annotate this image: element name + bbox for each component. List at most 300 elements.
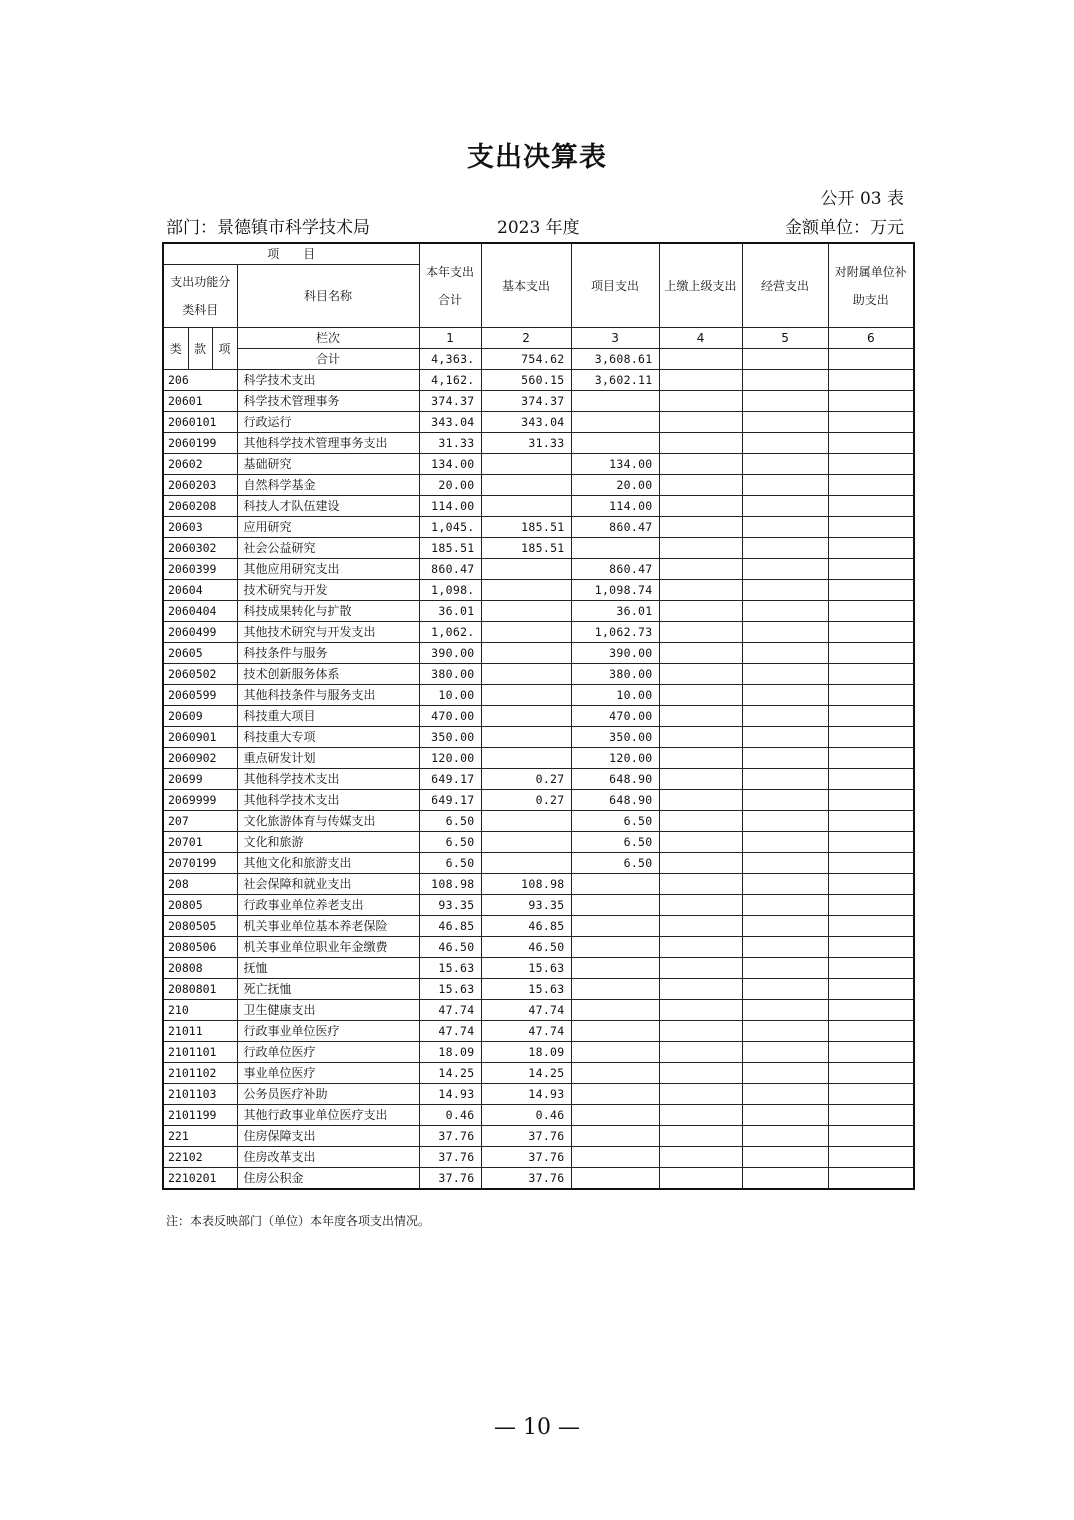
- table-row: [163, 895, 914, 916]
- total-cell: 36.01: [419, 601, 481, 622]
- business-cell: [742, 1168, 828, 1190]
- project-cell: [571, 538, 659, 559]
- subject-code: 2101101: [163, 1042, 237, 1063]
- subject-name: 其他应用研究支出: [237, 559, 419, 580]
- total-cell: 6.50: [419, 853, 481, 874]
- table-row: [163, 832, 914, 853]
- header-total: 本年支出合计: [419, 243, 481, 328]
- header-subject-name: 科目名称: [237, 265, 419, 328]
- subject-code: 2060902: [163, 748, 237, 769]
- total-cell: 114.00: [419, 496, 481, 517]
- table-row: [163, 727, 914, 748]
- basic-cell: [481, 601, 571, 622]
- subject-name: 科技成果转化与扩散: [237, 601, 419, 622]
- basic-cell: 14.25: [481, 1063, 571, 1084]
- table-row: [163, 1021, 914, 1042]
- subsidiary-cell: [828, 664, 914, 685]
- business-cell: [742, 958, 828, 979]
- subject-name: 科技人才队伍建设: [237, 496, 419, 517]
- subject-code: 20805: [163, 895, 237, 916]
- table-row: [163, 769, 914, 790]
- subsidiary-cell: [828, 769, 914, 790]
- subsidiary-cell: [828, 979, 914, 1000]
- project-cell: [571, 874, 659, 895]
- upper-cell: [659, 475, 742, 496]
- header-business: 经营支出: [742, 243, 828, 328]
- project-cell: [571, 895, 659, 916]
- subject-code: 20604: [163, 580, 237, 601]
- basic-cell: 343.04: [481, 412, 571, 433]
- sum-upper: [659, 349, 742, 370]
- subject-name: 死亡抚恤: [237, 979, 419, 1000]
- basic-cell: [481, 559, 571, 580]
- basic-cell: 14.93: [481, 1084, 571, 1105]
- subject-code: 20605: [163, 643, 237, 664]
- subject-code: 2060208: [163, 496, 237, 517]
- subject-name: 自然科学基金: [237, 475, 419, 496]
- upper-cell: [659, 874, 742, 895]
- page-title: 支出决算表: [467, 142, 607, 173]
- subsidiary-cell: [828, 811, 914, 832]
- basic-cell: 37.76: [481, 1147, 571, 1168]
- total-cell: 47.74: [419, 1000, 481, 1021]
- basic-cell: 185.51: [481, 517, 571, 538]
- basic-cell: [481, 496, 571, 517]
- basic-cell: 0.46: [481, 1105, 571, 1126]
- subject-code: 2060901: [163, 727, 237, 748]
- col-number: 6: [828, 328, 914, 349]
- upper-cell: [659, 496, 742, 517]
- table-row: [163, 538, 914, 559]
- upper-cell: [659, 811, 742, 832]
- upper-cell: [659, 370, 742, 391]
- table-row: [163, 370, 914, 391]
- subject-code: 2101102: [163, 1063, 237, 1084]
- table-row: [163, 517, 914, 538]
- table-row: [163, 1042, 914, 1063]
- business-cell: [742, 538, 828, 559]
- basic-cell: [481, 832, 571, 853]
- total-cell: 10.00: [419, 685, 481, 706]
- table-row: [163, 1126, 914, 1147]
- header-project: 项目支出: [571, 243, 659, 328]
- total-cell: 14.93: [419, 1084, 481, 1105]
- upper-cell: [659, 1147, 742, 1168]
- total-cell: 134.00: [419, 454, 481, 475]
- subject-name: 其他科学技术管理事务支出: [237, 433, 419, 454]
- subject-name: 科技重大项目: [237, 706, 419, 727]
- table-row: [163, 748, 914, 769]
- header-upper: 上缴上级支出: [659, 243, 742, 328]
- project-cell: [571, 1063, 659, 1084]
- basic-cell: 15.63: [481, 958, 571, 979]
- total-cell: 31.33: [419, 433, 481, 454]
- subject-code: 2080506: [163, 937, 237, 958]
- basic-cell: 31.33: [481, 433, 571, 454]
- business-cell: [742, 769, 828, 790]
- subject-code: 20701: [163, 832, 237, 853]
- upper-cell: [659, 1042, 742, 1063]
- table-row: [163, 1084, 914, 1105]
- business-cell: [742, 853, 828, 874]
- subsidiary-cell: [828, 790, 914, 811]
- business-cell: [742, 391, 828, 412]
- table-row: [163, 601, 914, 622]
- project-cell: [571, 916, 659, 937]
- table-row: [163, 790, 914, 811]
- upper-cell: [659, 538, 742, 559]
- basic-cell: [481, 580, 571, 601]
- col-number: 2: [481, 328, 571, 349]
- table-row: [163, 916, 914, 937]
- table-row: [163, 979, 914, 1000]
- table-body: [163, 370, 914, 1190]
- subject-name: 住房改革支出: [237, 1147, 419, 1168]
- business-cell: [742, 517, 828, 538]
- header-xiang: 项: [212, 328, 237, 370]
- table-row: [163, 580, 914, 601]
- subsidiary-cell: [828, 559, 914, 580]
- table-row: [163, 685, 914, 706]
- basic-cell: [481, 706, 571, 727]
- subsidiary-cell: [828, 1105, 914, 1126]
- subsidiary-cell: [828, 412, 914, 433]
- business-cell: [742, 496, 828, 517]
- subject-code: 206: [163, 370, 237, 391]
- subsidiary-cell: [828, 1042, 914, 1063]
- project-cell: 10.00: [571, 685, 659, 706]
- project-cell: [571, 1042, 659, 1063]
- upper-cell: [659, 559, 742, 580]
- table-row: [163, 1063, 914, 1084]
- subject-code: 2080505: [163, 916, 237, 937]
- upper-cell: [659, 433, 742, 454]
- project-cell: 350.00: [571, 727, 659, 748]
- upper-cell: [659, 412, 742, 433]
- subject-name: 社会公益研究: [237, 538, 419, 559]
- subsidiary-cell: [828, 958, 914, 979]
- basic-cell: [481, 664, 571, 685]
- total-cell: 350.00: [419, 727, 481, 748]
- table-row: [163, 811, 914, 832]
- upper-cell: [659, 1168, 742, 1190]
- upper-cell: [659, 853, 742, 874]
- upper-cell: [659, 622, 742, 643]
- table-row: [163, 874, 914, 895]
- subject-name: 机关事业单位基本养老保险: [237, 916, 419, 937]
- upper-cell: [659, 727, 742, 748]
- business-cell: [742, 937, 828, 958]
- total-cell: 14.25: [419, 1063, 481, 1084]
- table-row: [163, 958, 914, 979]
- amount-unit: 金额单位：万元: [785, 218, 904, 238]
- business-cell: [742, 454, 828, 475]
- total-cell: 93.35: [419, 895, 481, 916]
- business-cell: [742, 1063, 828, 1084]
- project-cell: [571, 433, 659, 454]
- total-cell: 18.09: [419, 1042, 481, 1063]
- business-cell: [742, 433, 828, 454]
- basic-cell: 560.15: [481, 370, 571, 391]
- header-kuan: 款: [188, 328, 212, 370]
- business-cell: [742, 475, 828, 496]
- subject-name: 抚恤: [237, 958, 419, 979]
- total-cell: 185.51: [419, 538, 481, 559]
- business-cell: [742, 685, 828, 706]
- table-row: [163, 1000, 914, 1021]
- total-cell: 20.00: [419, 475, 481, 496]
- subsidiary-cell: [828, 1168, 914, 1190]
- business-cell: [742, 1021, 828, 1042]
- project-cell: 860.47: [571, 559, 659, 580]
- project-cell: 1,062.73: [571, 622, 659, 643]
- upper-cell: [659, 748, 742, 769]
- table-row: [163, 559, 914, 580]
- total-cell: 649.17: [419, 790, 481, 811]
- upper-cell: [659, 1000, 742, 1021]
- subject-code: 2060101: [163, 412, 237, 433]
- subject-name: 技术创新服务体系: [237, 664, 419, 685]
- upper-cell: [659, 454, 742, 475]
- subsidiary-cell: [828, 1063, 914, 1084]
- business-cell: [742, 979, 828, 1000]
- business-cell: [742, 790, 828, 811]
- subject-code: 221: [163, 1126, 237, 1147]
- total-cell: 380.00: [419, 664, 481, 685]
- table-row: [163, 454, 914, 475]
- basic-cell: [481, 685, 571, 706]
- sum-total: 4,363.: [419, 349, 481, 370]
- subject-code: 20609: [163, 706, 237, 727]
- subject-name: 卫生健康支出: [237, 1000, 419, 1021]
- subsidiary-cell: [828, 475, 914, 496]
- table-row: [163, 412, 914, 433]
- subject-code: 2060302: [163, 538, 237, 559]
- business-cell: [742, 727, 828, 748]
- table-note: 注：本表反映部门（单位）本年度各项支出情况。: [166, 1214, 431, 1228]
- business-cell: [742, 1000, 828, 1021]
- subject-code: 2060404: [163, 601, 237, 622]
- project-cell: 6.50: [571, 832, 659, 853]
- total-cell: 37.76: [419, 1147, 481, 1168]
- basic-cell: [481, 643, 571, 664]
- upper-cell: [659, 517, 742, 538]
- subject-code: 2069999: [163, 790, 237, 811]
- subject-code: 20601: [163, 391, 237, 412]
- business-cell: [742, 1042, 828, 1063]
- total-cell: 390.00: [419, 643, 481, 664]
- total-cell: 1,045.: [419, 517, 481, 538]
- table-row: [163, 1168, 914, 1190]
- upper-cell: [659, 391, 742, 412]
- sum-label: 合计: [237, 349, 419, 370]
- subsidiary-cell: [828, 370, 914, 391]
- header-basic: 基本支出: [481, 243, 571, 328]
- basic-cell: 37.76: [481, 1126, 571, 1147]
- table-row: [163, 475, 914, 496]
- subsidiary-cell: [828, 517, 914, 538]
- total-cell: 120.00: [419, 748, 481, 769]
- subject-name: 科技条件与服务: [237, 643, 419, 664]
- subject-code: 22102: [163, 1147, 237, 1168]
- basic-cell: 46.50: [481, 937, 571, 958]
- table-row: [163, 391, 914, 412]
- total-cell: 47.74: [419, 1021, 481, 1042]
- upper-cell: [659, 790, 742, 811]
- subject-name: 应用研究: [237, 517, 419, 538]
- business-cell: [742, 811, 828, 832]
- sum-business: [742, 349, 828, 370]
- subject-name: 重点研发计划: [237, 748, 419, 769]
- col-number: 1: [419, 328, 481, 349]
- upper-cell: [659, 916, 742, 937]
- table-row: [163, 706, 914, 727]
- subject-code: 2101199: [163, 1105, 237, 1126]
- subject-code: 208: [163, 874, 237, 895]
- total-cell: 1,098.: [419, 580, 481, 601]
- upper-cell: [659, 979, 742, 1000]
- subject-code: 20699: [163, 769, 237, 790]
- upper-cell: [659, 832, 742, 853]
- subsidiary-cell: [828, 685, 914, 706]
- basic-cell: 108.98: [481, 874, 571, 895]
- project-cell: 36.01: [571, 601, 659, 622]
- upper-cell: [659, 958, 742, 979]
- table-row: [163, 1105, 914, 1126]
- col-number: 4: [659, 328, 742, 349]
- subject-name: 其他行政事业单位医疗支出: [237, 1105, 419, 1126]
- upper-cell: [659, 769, 742, 790]
- total-cell: 46.85: [419, 916, 481, 937]
- subject-code: 2080801: [163, 979, 237, 1000]
- subject-name: 其他技术研究与开发支出: [237, 622, 419, 643]
- business-cell: [742, 643, 828, 664]
- form-number: 公开 03 表: [820, 189, 904, 209]
- project-cell: 6.50: [571, 853, 659, 874]
- project-cell: 1,098.74: [571, 580, 659, 601]
- upper-cell: [659, 664, 742, 685]
- table-row: [163, 643, 914, 664]
- subject-name: 其他文化和旅游支出: [237, 853, 419, 874]
- project-cell: 114.00: [571, 496, 659, 517]
- total-cell: 108.98: [419, 874, 481, 895]
- basic-cell: [481, 727, 571, 748]
- subsidiary-cell: [828, 580, 914, 601]
- subject-code: 2070199: [163, 853, 237, 874]
- upper-cell: [659, 580, 742, 601]
- project-cell: 6.50: [571, 811, 659, 832]
- fiscal-year: 2023 年度: [497, 218, 580, 238]
- business-cell: [742, 895, 828, 916]
- basic-cell: 0.27: [481, 769, 571, 790]
- sum-subsidiary: [828, 349, 914, 370]
- basic-cell: 374.37: [481, 391, 571, 412]
- header-column-no: 栏次: [237, 328, 419, 349]
- upper-cell: [659, 706, 742, 727]
- subsidiary-cell: [828, 916, 914, 937]
- business-cell: [742, 664, 828, 685]
- subject-code: 2060599: [163, 685, 237, 706]
- sum-row: [163, 349, 914, 370]
- subsidiary-cell: [828, 433, 914, 454]
- expenditure-table: [162, 242, 915, 1190]
- total-cell: 15.63: [419, 958, 481, 979]
- subsidiary-cell: [828, 748, 914, 769]
- business-cell: [742, 370, 828, 391]
- basic-cell: 37.76: [481, 1168, 571, 1190]
- subject-name: 行政事业单位养老支出: [237, 895, 419, 916]
- table-row: [163, 1147, 914, 1168]
- total-cell: 1,062.: [419, 622, 481, 643]
- subsidiary-cell: [828, 538, 914, 559]
- basic-cell: [481, 748, 571, 769]
- subject-code: 207: [163, 811, 237, 832]
- total-cell: 4,162.: [419, 370, 481, 391]
- subject-name: 社会保障和就业支出: [237, 874, 419, 895]
- project-cell: [571, 1000, 659, 1021]
- project-cell: 134.00: [571, 454, 659, 475]
- subsidiary-cell: [828, 853, 914, 874]
- upper-cell: [659, 895, 742, 916]
- subject-code: 21011: [163, 1021, 237, 1042]
- subject-name: 其他科技条件与服务支出: [237, 685, 419, 706]
- basic-cell: [481, 811, 571, 832]
- business-cell: [742, 874, 828, 895]
- basic-cell: 47.74: [481, 1021, 571, 1042]
- sum-project: 3,608.61: [571, 349, 659, 370]
- upper-cell: [659, 685, 742, 706]
- total-cell: 470.00: [419, 706, 481, 727]
- subsidiary-cell: [828, 496, 914, 517]
- subject-name: 科学技术支出: [237, 370, 419, 391]
- total-cell: 46.50: [419, 937, 481, 958]
- subsidiary-cell: [828, 1126, 914, 1147]
- business-cell: [742, 412, 828, 433]
- business-cell: [742, 748, 828, 769]
- project-cell: [571, 391, 659, 412]
- upper-cell: [659, 1063, 742, 1084]
- subject-name: 行政单位医疗: [237, 1042, 419, 1063]
- upper-cell: [659, 1126, 742, 1147]
- project-cell: 648.90: [571, 769, 659, 790]
- table-header: [163, 243, 914, 370]
- subsidiary-cell: [828, 601, 914, 622]
- project-cell: 390.00: [571, 643, 659, 664]
- subject-code: 2060203: [163, 475, 237, 496]
- header-func-class: 支出功能分类科目: [163, 265, 237, 328]
- upper-cell: [659, 1021, 742, 1042]
- total-cell: 649.17: [419, 769, 481, 790]
- business-cell: [742, 580, 828, 601]
- project-cell: [571, 1126, 659, 1147]
- basic-cell: 18.09: [481, 1042, 571, 1063]
- col-number: 3: [571, 328, 659, 349]
- business-cell: [742, 1126, 828, 1147]
- col-number: 5: [742, 328, 828, 349]
- subject-name: 住房公积金: [237, 1168, 419, 1190]
- total-cell: 15.63: [419, 979, 481, 1000]
- basic-cell: 15.63: [481, 979, 571, 1000]
- business-cell: [742, 1147, 828, 1168]
- subject-name: 公务员医疗补助: [237, 1084, 419, 1105]
- business-cell: [742, 706, 828, 727]
- subsidiary-cell: [828, 832, 914, 853]
- subject-code: 20603: [163, 517, 237, 538]
- total-cell: 37.76: [419, 1168, 481, 1190]
- project-cell: [571, 1084, 659, 1105]
- basic-cell: [481, 475, 571, 496]
- basic-cell: 185.51: [481, 538, 571, 559]
